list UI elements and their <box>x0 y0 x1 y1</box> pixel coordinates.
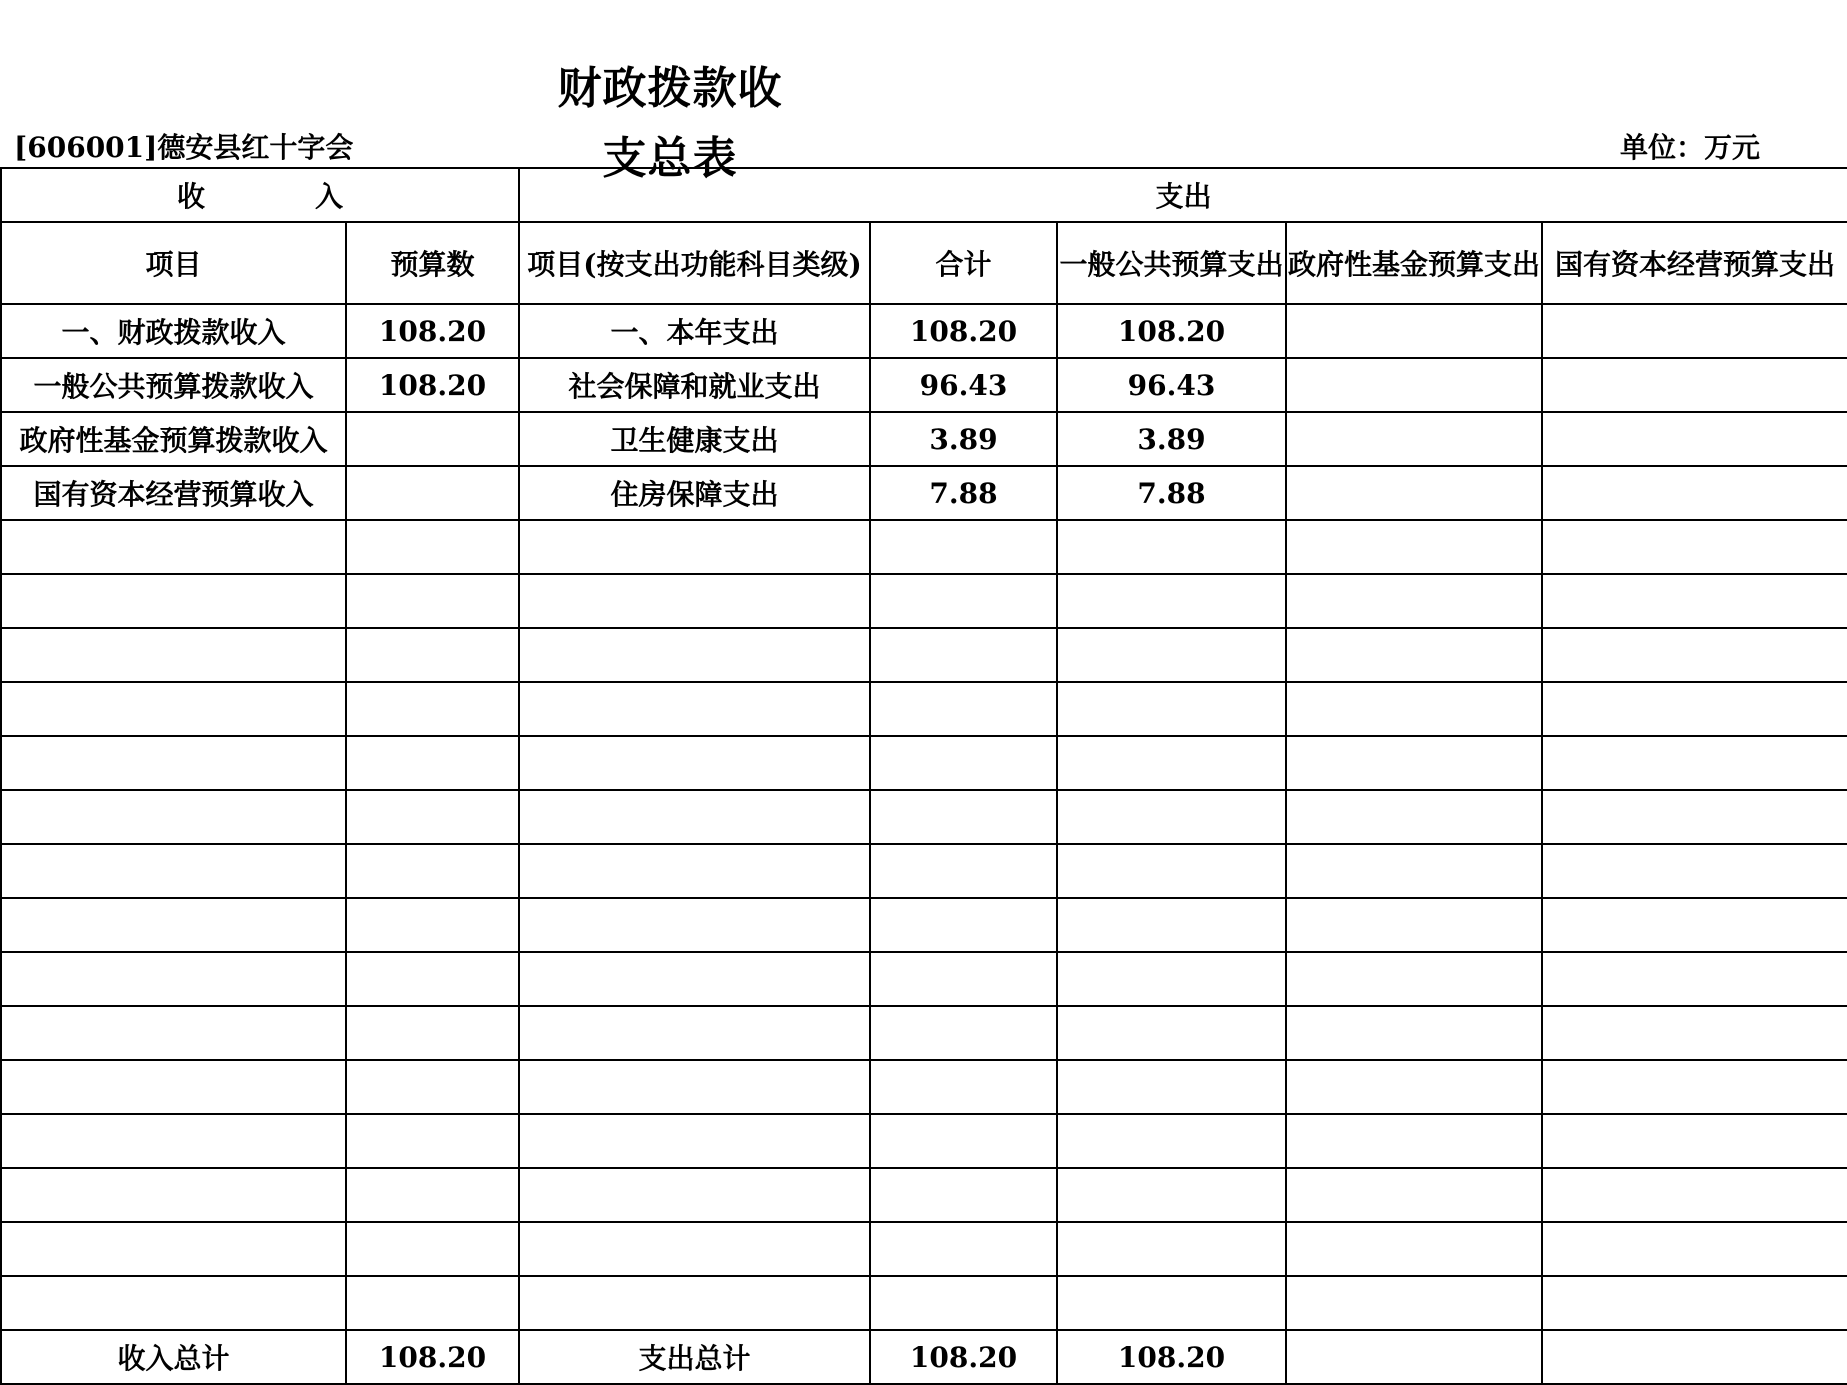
table-cell <box>1286 358 1542 412</box>
column-header: 项目(按支出功能科目类级) <box>519 222 870 304</box>
table-cell <box>519 574 870 628</box>
table-row <box>1 1222 1847 1276</box>
table-row <box>1 574 1847 628</box>
table-cell <box>346 844 519 898</box>
table-cell <box>1286 574 1542 628</box>
table-cell <box>1542 1114 1847 1168</box>
table-row <box>1 952 1847 1006</box>
table-cell <box>870 574 1057 628</box>
table-cell <box>1542 898 1847 952</box>
table-cell <box>1286 790 1542 844</box>
table-cell <box>519 790 870 844</box>
column-header: 合计 <box>870 222 1057 304</box>
table-cell <box>1542 520 1847 574</box>
table-cell <box>1057 1222 1286 1276</box>
organization-name: [606001]德安县红十字会 <box>14 131 354 164</box>
table-cell <box>1 1006 346 1060</box>
column-header: 一般公共预算支出 <box>1057 222 1286 304</box>
table-cell: 108.20 <box>346 1330 519 1384</box>
table-cell <box>870 952 1057 1006</box>
table-cell <box>1 844 346 898</box>
table-cell <box>519 1222 870 1276</box>
table-cell: 108.20 <box>870 1330 1057 1384</box>
table-cell <box>1286 844 1542 898</box>
table-cell <box>1 1222 346 1276</box>
table-cell: 政府性基金预算拨款收入 <box>1 412 346 466</box>
table-cell <box>346 736 519 790</box>
table-cell <box>1542 952 1847 1006</box>
table-cell <box>1286 1006 1542 1060</box>
table-cell: 国有资本经营预算收入 <box>1 466 346 520</box>
table-cell <box>519 844 870 898</box>
table-cell: 108.20 <box>346 358 519 412</box>
table-cell <box>346 1168 519 1222</box>
table-cell <box>1 1060 346 1114</box>
table-cell: 7.88 <box>870 466 1057 520</box>
table-cell <box>870 844 1057 898</box>
table-cell <box>1286 1276 1542 1330</box>
table-row <box>1 736 1847 790</box>
table-row <box>1 466 1847 520</box>
table-cell <box>1057 682 1286 736</box>
table-row <box>1 628 1847 682</box>
table-cell <box>1542 1330 1847 1384</box>
table-cell <box>346 412 519 466</box>
table-cell <box>1057 1276 1286 1330</box>
table-cell: 96.43 <box>1057 358 1286 412</box>
table-cell <box>519 898 870 952</box>
table-cell <box>1057 1168 1286 1222</box>
table-cell <box>1057 952 1286 1006</box>
table-cell <box>1286 412 1542 466</box>
table-cell <box>1057 898 1286 952</box>
table-cell <box>1286 1114 1542 1168</box>
table-cell <box>1057 1060 1286 1114</box>
table-cell <box>346 952 519 1006</box>
table-cell <box>1286 1330 1542 1384</box>
table-cell: 96.43 <box>870 358 1057 412</box>
table-cell: 一、财政拨款收入 <box>1 304 346 358</box>
table-cell <box>1057 844 1286 898</box>
table-cell <box>346 520 519 574</box>
table-cell: 住房保障支出 <box>519 466 870 520</box>
group-header-row <box>1 168 1847 222</box>
table-cell <box>519 1276 870 1330</box>
column-header: 政府性基金预算支出 <box>1286 222 1542 304</box>
table-cell <box>1542 1060 1847 1114</box>
table-cell <box>1286 1060 1542 1114</box>
column-header: 项目 <box>1 222 346 304</box>
table-cell <box>346 628 519 682</box>
table-cell <box>1057 628 1286 682</box>
table-cell <box>1542 736 1847 790</box>
table-cell <box>1542 1276 1847 1330</box>
table-cell <box>1 1168 346 1222</box>
column-header: 国有资本经营预算支出 <box>1542 222 1847 304</box>
table-row <box>1 412 1847 466</box>
table-cell <box>346 1276 519 1330</box>
table-cell <box>870 736 1057 790</box>
table-cell <box>870 898 1057 952</box>
table-cell: 一般公共预算拨款收入 <box>1 358 346 412</box>
table-cell <box>346 1006 519 1060</box>
table-cell <box>1 520 346 574</box>
table-cell: 108.20 <box>1057 1330 1286 1384</box>
income-group-label-1: 收 <box>176 180 205 213</box>
table-cell <box>519 1114 870 1168</box>
table-cell <box>519 952 870 1006</box>
table-row <box>1 358 1847 412</box>
table-cell <box>1542 466 1847 520</box>
table-cell <box>870 1222 1057 1276</box>
table-cell <box>1286 520 1542 574</box>
table-row <box>1 790 1847 844</box>
table-cell <box>346 466 519 520</box>
table-cell: 社会保障和就业支出 <box>519 358 870 412</box>
table-cell <box>1542 1006 1847 1060</box>
table-cell <box>870 1060 1057 1114</box>
table-cell <box>1057 520 1286 574</box>
table-cell <box>1 574 346 628</box>
table-cell: 支出总计 <box>519 1330 870 1384</box>
table-cell <box>346 1222 519 1276</box>
table-cell <box>870 682 1057 736</box>
table-cell <box>346 1114 519 1168</box>
table-cell <box>1542 358 1847 412</box>
table-cell <box>1542 304 1847 358</box>
table-cell <box>1286 898 1542 952</box>
table-cell <box>870 1114 1057 1168</box>
table-cell <box>519 1060 870 1114</box>
table-cell <box>1286 1168 1542 1222</box>
table-cell: 收入总计 <box>1 1330 346 1384</box>
table-cell <box>870 1006 1057 1060</box>
table-cell <box>1542 628 1847 682</box>
table-cell <box>1 682 346 736</box>
table-cell <box>1 898 346 952</box>
table-row <box>1 1276 1847 1330</box>
table-row <box>1 1006 1847 1060</box>
table-cell <box>870 790 1057 844</box>
table-cell <box>1542 574 1847 628</box>
table-cell <box>346 574 519 628</box>
table-cell <box>519 1168 870 1222</box>
table-row <box>1 1168 1847 1222</box>
table-cell <box>346 682 519 736</box>
table-cell <box>1057 1006 1286 1060</box>
table-cell <box>1 790 346 844</box>
table-cell <box>1 628 346 682</box>
table-cell: 3.89 <box>1057 412 1286 466</box>
table-cell <box>1286 466 1542 520</box>
table-cell <box>519 682 870 736</box>
expense-group-header: 支出 <box>519 168 1847 222</box>
table-cell <box>346 898 519 952</box>
table-cell <box>1286 736 1542 790</box>
table-cell <box>346 790 519 844</box>
total-row <box>1 1330 1847 1384</box>
table-row <box>1 1060 1847 1114</box>
table-cell <box>1 1114 346 1168</box>
table-cell <box>1542 844 1847 898</box>
column-header: 预算数 <box>346 222 519 304</box>
table-row <box>1 304 1847 358</box>
table-cell <box>1057 574 1286 628</box>
table-cell <box>1 1276 346 1330</box>
unit-label: 单位：万元 <box>1620 131 1761 164</box>
report-title-text: 财政拨款收支总表 <box>557 63 783 184</box>
table-cell <box>1 736 346 790</box>
table-cell <box>1286 628 1542 682</box>
table-cell <box>519 520 870 574</box>
table-cell <box>1286 1222 1542 1276</box>
table-cell: 3.89 <box>870 412 1057 466</box>
table-cell <box>1286 682 1542 736</box>
table-cell <box>1286 304 1542 358</box>
table-cell: 108.20 <box>346 304 519 358</box>
table-cell <box>1542 790 1847 844</box>
table-row <box>1 844 1847 898</box>
table-cell <box>1057 1114 1286 1168</box>
table-cell: 一、本年支出 <box>519 304 870 358</box>
table-cell <box>1542 1222 1847 1276</box>
table-cell: 108.20 <box>1057 304 1286 358</box>
table-cell <box>870 628 1057 682</box>
table-row <box>1 520 1847 574</box>
income-group-label-2: 入 <box>315 180 344 213</box>
table-cell <box>1286 952 1542 1006</box>
table-row <box>1 1114 1847 1168</box>
table-cell: 7.88 <box>1057 466 1286 520</box>
table-cell <box>1057 790 1286 844</box>
table-cell <box>1542 1168 1847 1222</box>
table-cell <box>870 1168 1057 1222</box>
table-row <box>1 898 1847 952</box>
table-cell <box>1542 412 1847 466</box>
budget-summary-table <box>0 167 1847 1385</box>
table-cell: 卫生健康支出 <box>519 412 870 466</box>
table-cell <box>346 1060 519 1114</box>
table-cell <box>519 628 870 682</box>
table-cell <box>870 520 1057 574</box>
table-cell <box>870 1276 1057 1330</box>
table-cell <box>1057 736 1286 790</box>
table-cell <box>519 1006 870 1060</box>
table-cell <box>519 736 870 790</box>
column-header-row <box>1 222 1847 304</box>
table-cell: 108.20 <box>870 304 1057 358</box>
table-cell <box>1542 682 1847 736</box>
income-group-header <box>1 168 519 222</box>
table-row <box>1 682 1847 736</box>
table-cell <box>1 952 346 1006</box>
